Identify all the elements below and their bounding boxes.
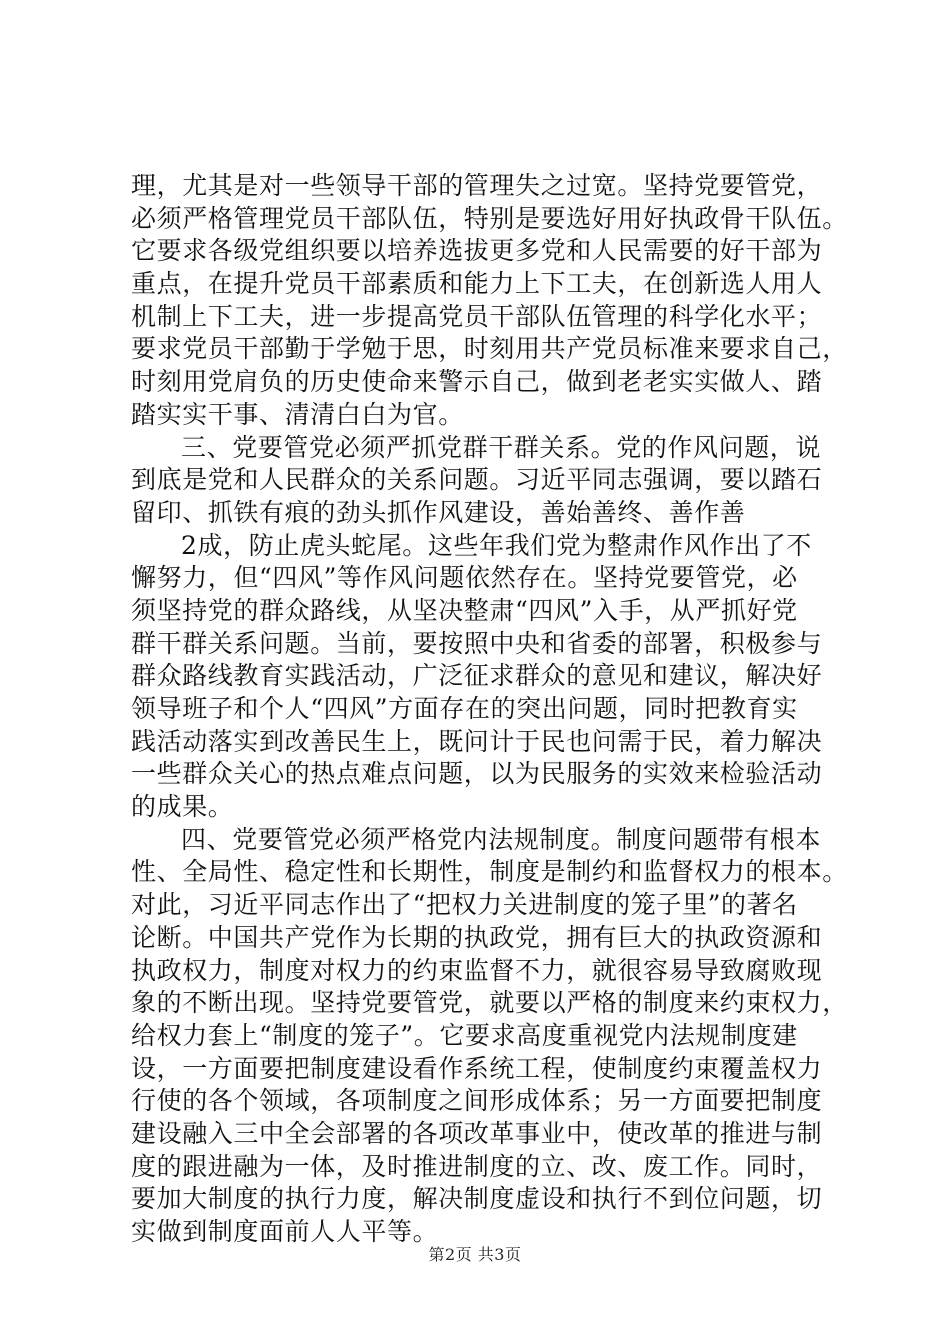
text-line: 重点，在提升党员干部素质和能力上下工夫，在创新选人用人 — [131, 269, 823, 299]
text-line: 践活动落实到改善民生上，既问计于民也问需于民，着力解决 — [131, 726, 823, 756]
page-number: 第2页 共3页 — [428, 1245, 522, 1264]
text-line: 一些群众关心的热点难点问题，以为民服务的实效来检验活动 — [131, 759, 823, 789]
text-line: 群众路线教育实践活动，广泛征求群众的意见和建议，解决好 — [131, 661, 823, 691]
text-line: 须坚持党的群众路线，从坚决整肃“四风”入手，从严抓好党 — [131, 595, 798, 625]
text-line: 必须严格管理党员干部队伍，特别是要选好用好执政骨干队伍。 — [131, 203, 848, 233]
text-line: 要加大制度的执行力度，解决制度虚设和执行不到位问题，切 — [131, 1184, 823, 1214]
text-line: 到底是党和人民群众的关系问题。习近平同志强调，要以踏石 — [131, 465, 823, 495]
text-line: 三、党要管党必须严抓党群干群关系。党的作风问题，说 — [181, 432, 822, 462]
text-line: 领导班子和个人“四风”方面存在的突出问题，同时把教育实 — [131, 694, 798, 723]
text-line: 性、全局性、稳定性和长期性，制度是制约和监督权力的根本。 — [131, 857, 848, 887]
text-line: 实做到制度面前人人平等。 — [131, 1217, 439, 1246]
text-line: 执政权力，制度对权力的约束监督不力，就很容易导致腐败现 — [131, 955, 823, 985]
text-line: 象的不断出现。坚持党要管党，就要以严格的制度来约束权力， — [131, 988, 848, 1018]
page-footer — [0, 1242, 950, 1265]
text-line: 的成果。 — [131, 792, 234, 822]
text-line: 踏实实干事、清清白白为官。 — [131, 399, 464, 429]
text-line: 设，一方面要把制度建设看作系统工程，使制度约束覆盖权力 — [131, 1053, 823, 1083]
text-line: 给权力套上“制度的笼子”。它要求高度重视党内法规制度建 — [131, 1020, 798, 1050]
text-line: 留印、抓铁有痕的劲头抓作风建设，善始善终、善作善 — [131, 497, 746, 527]
text-line: 时刻用党肩负的历史使命来警示自己，做到老老实实做人、踏 — [131, 367, 823, 397]
text-line: 它要求各级党组织要以培养选拔更多党和人民需要的好干部为 — [131, 236, 823, 266]
text-line: 论断。中国共产党作为长期的执政党，拥有巨大的执政资源和 — [131, 922, 823, 952]
text-line: 四、党要管党必须严格党内法规制度。制度问题带有根本 — [181, 824, 822, 854]
text-line: 行使的各个领域，各项制度之间形成体系；另一方面要把制度 — [131, 1086, 823, 1116]
document-body — [131, 170, 848, 1249]
text-line: 2成，防止虎头蛇尾。这些年我们党为整肃作风作出了不 — [181, 530, 812, 560]
text-line: 理，尤其是对一些领导干部的管理失之过宽。坚持党要管党， — [131, 171, 823, 200]
text-line: 懈努力，但“四风”等作风问题依然存在。坚持党要管党，必 — [131, 563, 798, 593]
text-line: 建设融入三中全会部署的各项改革事业中，使改革的推进与制 — [131, 1118, 823, 1148]
text-line: 机制上下工夫，进一步提高党员干部队伍管理的科学化水平； — [131, 301, 823, 331]
text-line: 群干群关系问题。当前，要按照中央和省委的部署，积极参与 — [131, 628, 823, 658]
text-line: 对此，习近平同志作出了“把权力关进制度的笼子里”的著名 — [131, 890, 798, 920]
text-line: 要求党员干部勤于学勉于思，时刻用共产党员标准来要求自己， — [131, 334, 848, 364]
text-line: 度的跟进融为一体，及时推进制度的立、改、废工作。同时， — [131, 1151, 823, 1181]
